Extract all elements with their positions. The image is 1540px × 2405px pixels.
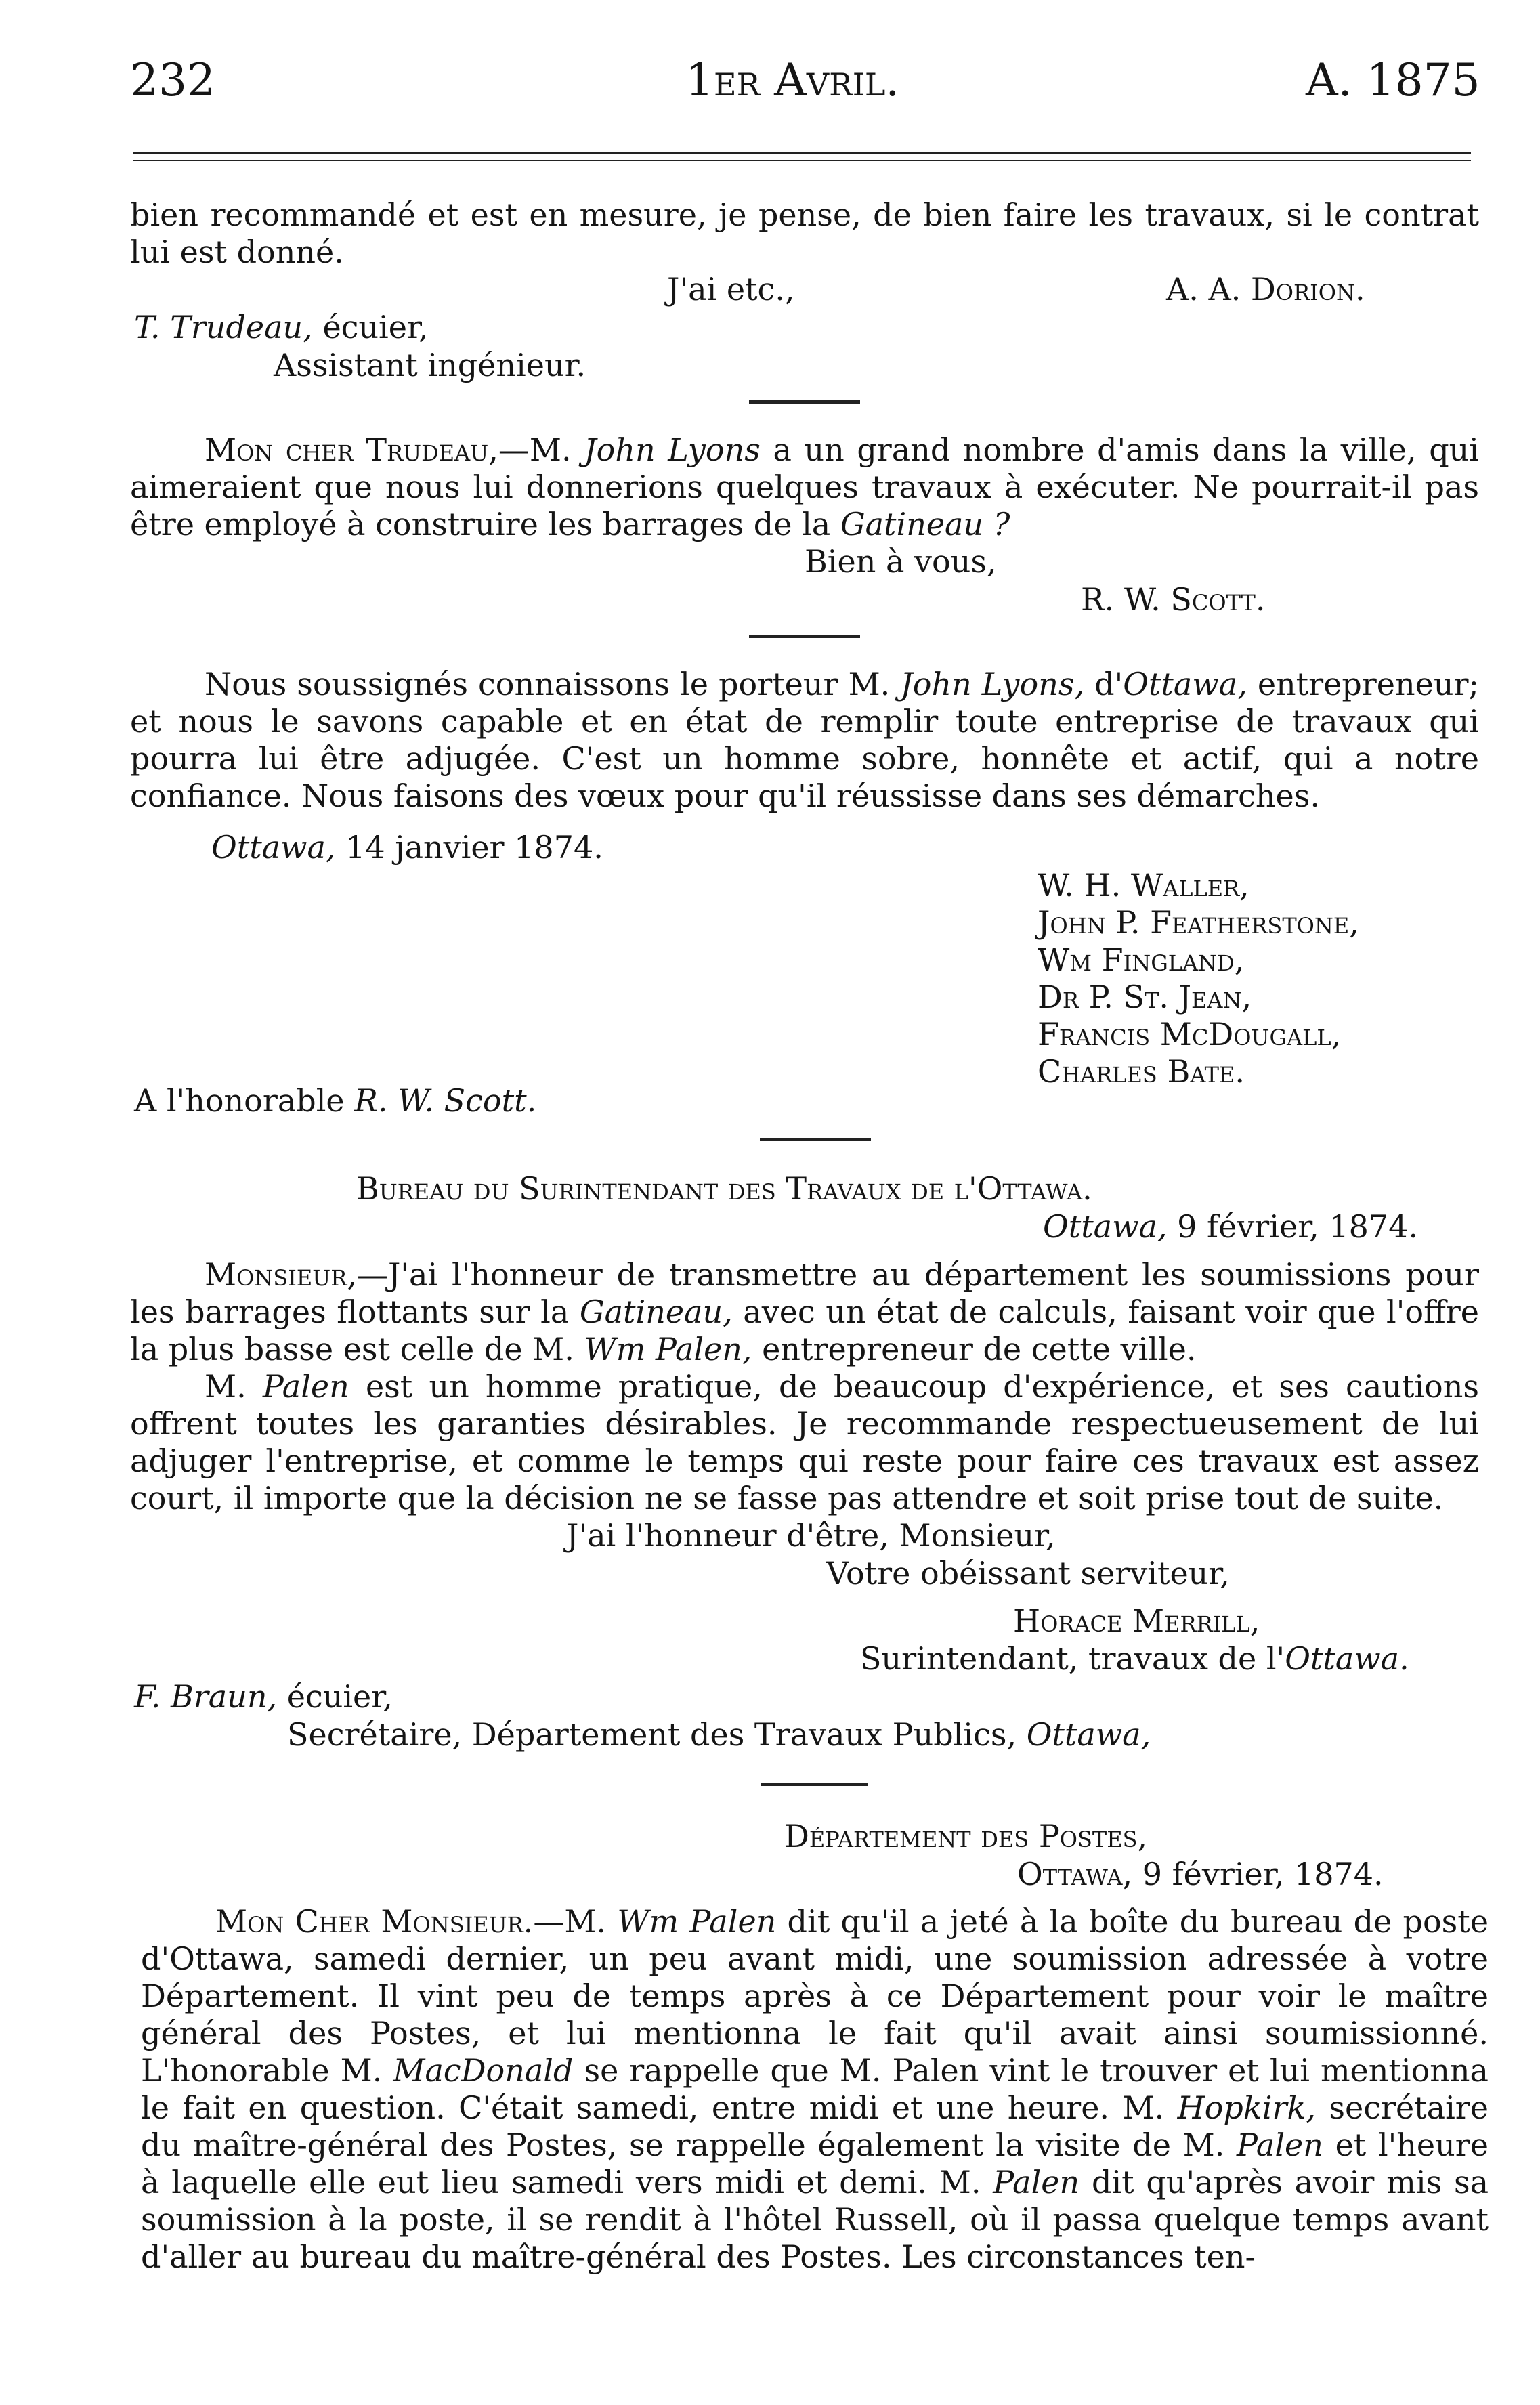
- letter4-closing-2: Votre obéissant serviteur,: [826, 1555, 1230, 1592]
- letter4-addressee-role: Secrétaire, Département des Travaux Publics, Ottawa,: [287, 1716, 1151, 1753]
- addressee-title: écuier,: [322, 309, 429, 345]
- letter2-signature: R. W. Scott.: [1081, 581, 1266, 618]
- section-divider: [749, 635, 860, 638]
- letter1-continuation: bien recommandé et est en mesure, je pense, de bien faire les travaux, si le contrat lui est donné.: [130, 196, 1479, 270]
- letter3-addressee: A l'honorable R. W. Scott.: [134, 1082, 537, 1119]
- letter4-date: Ottawa, 9 février, 1874.: [1043, 1208, 1419, 1245]
- letter1-addressee-role: Assistant ingénieur.: [274, 347, 586, 383]
- header-rule-thin: [133, 160, 1471, 161]
- letter2-body: Mon cher Trudeau,—M. John Lyons a un grand nombre d'amis dans la ville, qui aimeraient que nous lui donnerions quelques travaux à exécuter. Ne pourrait-il pas être employé à construire les barrages de la Gatineau ?: [130, 431, 1479, 542]
- section-divider: [749, 400, 860, 404]
- running-head-date: 1er Avril.: [685, 54, 900, 106]
- letter3-body: Nous soussignés connaissons le porteur M. John Lyons, d'Ottawa, entrepreneur; et nous le savons capable et en état de remplir toute entreprise de travaux qui pourra lui être adjugée. C'est un homme sobre, honnête et actif, qui a notre confiance. Nous faisons des vœux pour qu'il réussisse dans ses démarches.: [130, 666, 1479, 814]
- signatory: Wm Fingland,: [1038, 941, 1245, 978]
- section-divider: [761, 1783, 868, 1786]
- letter2-salutation: Mon cher Trudeau,: [205, 431, 498, 468]
- signatory: W. H. Waller,: [1038, 867, 1249, 903]
- letter3-date: Ottawa, 14 janvier 1874.: [211, 829, 603, 866]
- addressee-name: T. Trudeau,: [134, 309, 313, 345]
- letter4-signature-title: Surintendant, travaux de l'Ottawa.: [860, 1640, 1409, 1677]
- letter5-office: Département des Postes,: [784, 1818, 1148, 1854]
- letter5-date: Ottawa, 9 février, 1874.: [1017, 1856, 1384, 1892]
- letter4-paragraph-2: M. Palen est un homme pratique, de beaucoup d'expérience, et ses cautions offrent toutes les garanties désirables. Je recommande respectueusement de lui adjuger l'entreprise, et comme le temps qui reste pour faire ces travaux est assez court, il importe que la décision ne se fasse pas attendre et soit prise tout de suite.: [130, 1368, 1479, 1516]
- letter4-addressee: F. Braun, écuier,: [134, 1678, 393, 1715]
- letter4-paragraph-1: Monsieur,—J'ai l'honneur de transmettre au département les soumissions pour les barrages flottants sur la Gatineau, avec un état de calculs, faisant voir que l'offre la plus basse est celle de M. Wm Palen, entrepreneur de cette ville.: [130, 1256, 1479, 1367]
- letter4-closing-1: J'ai l'honneur d'être, Monsieur,: [566, 1517, 1056, 1554]
- signatory: Charles Bate.: [1038, 1053, 1245, 1090]
- letter5-body: Mon Cher Monsieur.—M. Wm Palen dit qu'il a jeté à la boîte du bureau de poste d'Ottawa, samedi dernier, un peu avant midi, une soumission adressée à votre Département. Il vint peu de temps après à ce Département pour voir le maître général des Postes, et lui mentionna le fait qu'il avait ainsi soumissionné. L'honorable M. MacDonald se rappelle que M. Palen vint le trouver et lui mentionna le fait en question. C'était samedi, entre midi et une heure. M. Hopkirk, secrétaire du maître-général des Postes, se rappelle également la visite de M. Palen et l'heure à laquelle elle eut lieu samedi vers midi et demi. M. Palen dit qu'après avoir mis sa soumission à la poste, il se rendit à l'hôtel Russell, où il passa quelque temps avant d'aller au bureau du maître-général des Postes. Les circonstances ten-: [141, 1903, 1489, 2275]
- letter1-addressee: [134, 309, 429, 346]
- signatory: Francis McDougall,: [1038, 1016, 1342, 1052]
- letter3-signatories: [1038, 867, 1359, 1090]
- section-divider: [760, 1138, 871, 1141]
- signatory: Dr P. St. Jean,: [1038, 979, 1252, 1015]
- letter2-closing: Bien à vous,: [805, 543, 997, 580]
- header-rule: [133, 152, 1471, 154]
- letter1-closing: J'ai etc.,: [667, 271, 795, 307]
- running-head-year: A. 1875: [1306, 54, 1480, 106]
- letter1-signature: A. A. Dorion.: [1166, 271, 1365, 307]
- page-number: 232: [130, 54, 215, 106]
- letter4-signature: Horace Merrill,: [1013, 1602, 1260, 1639]
- signatory: John P. Featherstone,: [1038, 904, 1359, 941]
- letter4-office: Bureau du Surintendant des Travaux de l'Ottawa.: [356, 1170, 1092, 1207]
